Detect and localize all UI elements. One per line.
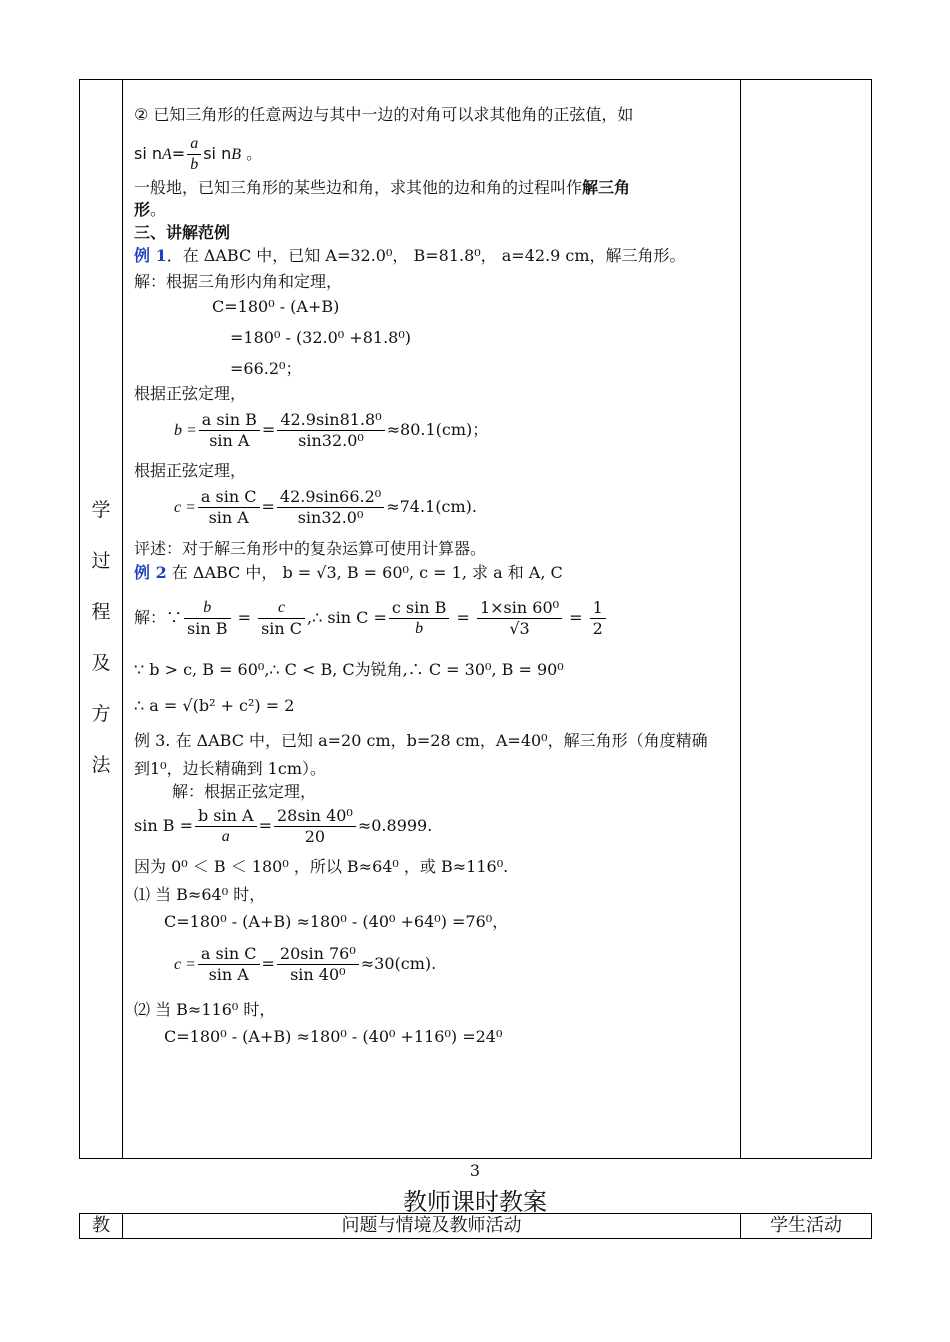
case-2-angle: C=180⁰ - (A+B) ≈180⁰ - (40⁰ +116⁰) =24⁰	[164, 1027, 503, 1046]
side-label-char: 方	[91, 703, 111, 725]
fraction-denominator: sin B	[187, 619, 228, 638]
equation-lhs: sin B =	[134, 816, 193, 835]
side-label-char: 过	[91, 550, 111, 572]
equation-result: ≈0.8999.	[357, 816, 433, 835]
fraction-denominator: sin C	[261, 619, 303, 638]
page-number: 3	[469, 1161, 481, 1180]
definition-text: 一般地，已知三角形的某些边和角，求其他的边和角的过程叫作	[134, 178, 583, 197]
formula-text: si n	[134, 144, 163, 163]
fraction	[274, 806, 356, 847]
fraction-denominator: 20	[304, 827, 326, 846]
fraction	[277, 944, 359, 985]
equation-lhs: b =	[174, 422, 197, 439]
example-2-solution: 解：∵ $\frac{b}{\text{sin B}}$ = $\frac{c}{\text{sin C}}$ ,∴ sin C = $\frac{\text{c sin B}}{b}$ = $\frac{\text{1×sin 60⁰}}{√3}$ = $\frac{1}{2}$	[134, 598, 608, 639]
fraction	[184, 598, 230, 639]
fraction-denominator: sin32.0⁰	[297, 508, 364, 527]
side-label-char: 及	[91, 652, 111, 674]
side-label-char: 程	[91, 601, 111, 623]
case-1-heading: ⑴ 当 B≈64⁰ 时，	[134, 885, 266, 904]
example-1-solution: 解：根据三角形内角和定理，	[134, 272, 343, 291]
case-1-side: c = $\frac{\text{a sin C}}{\text{sin A}}$ = $\frac{\text{20sin 76⁰}}{\text{sin 40⁰}}$ ≈30(cm).	[174, 944, 437, 984]
formula-var: B	[231, 146, 241, 163]
table-divider-left	[122, 79, 123, 1159]
equation-result: ≈30(cm).	[360, 954, 437, 973]
fraction	[258, 598, 305, 639]
fraction-numerator: a	[187, 134, 201, 155]
example-3-solution: 解：根据正弦定理，	[172, 782, 317, 801]
equation-line: =66.2⁰；	[230, 359, 302, 378]
equation-c: c = $\frac{\text{a sin C}}{\text{sin A}}$ = $\frac{\text{42.9sin66.2⁰}}{\text{sin32.0⁰}}$ ≈74.1(cm).	[174, 487, 477, 527]
example-3-statement: 例 3. 在 ΔABC 中，已知 a=20 cm，b=28 cm，A=40⁰，解三角形（角度精确	[134, 731, 708, 750]
case-1-angle: C=180⁰ - (A+B) ≈180⁰ - (40⁰ +64⁰) =76⁰，	[164, 912, 509, 931]
equation-line: =180⁰ - (32.0⁰ +81.8⁰)	[230, 328, 411, 347]
fraction-numerator: 1	[590, 598, 606, 619]
angle-range-text: 因为 0⁰ ＜ B ＜ 180⁰ ，所以 B≈64⁰ ，或 B≈116⁰.	[134, 857, 509, 876]
example-2-statement	[134, 563, 563, 583]
example-1-statement	[134, 246, 686, 266]
example-3-statement-cont: 到1⁰，边长精确到 1cm）。	[134, 759, 326, 778]
header-cell-student: 学生活动	[740, 1213, 872, 1239]
theorem-point-2: ② 已知三角形的任意两边与其中一边的对角可以求其他角的正弦值，如	[134, 105, 634, 124]
example-label: 例 1	[134, 246, 167, 265]
comment-text: 评述：对于解三角形中的复杂运算可使用计算器。	[134, 539, 487, 558]
equation-result: ≈74.1(cm).	[386, 497, 477, 516]
equation-lhs: c =	[174, 499, 196, 516]
sine-rule-text: 根据正弦定理，	[134, 461, 247, 480]
fraction-denominator: b	[415, 620, 424, 637]
solution-label: 解：∵	[134, 608, 183, 627]
equation-b: b = $\frac{\text{a sin B}}{\text{sin A}}$ = $\frac{\text{42.9sin81.8⁰}}{\text{sin32.0⁰}}$ ≈80.1(cm)；	[174, 410, 489, 450]
side-label-char: 学	[91, 499, 111, 521]
example-text: ．在 ΔABC 中，已知 A=32.0⁰， B=81.8⁰， a=42.9 cm，解三角形。	[166, 246, 686, 265]
example-label: 例 2	[134, 563, 167, 582]
header-cell-teach: 教	[79, 1213, 123, 1239]
definition-line-1	[134, 178, 630, 198]
fraction-numerator: 20sin 76⁰	[277, 944, 359, 965]
definition-line-2	[134, 200, 166, 220]
equation-result: ≈80.1(cm)；	[386, 420, 489, 439]
side-label-char: 法	[91, 754, 111, 776]
case-2-heading: ⑵ 当 B≈116⁰ 时，	[134, 1000, 276, 1019]
fraction-denominator: a	[221, 828, 230, 845]
formula-var: A	[162, 146, 172, 163]
fraction	[187, 134, 201, 175]
fraction-denominator: sin A	[208, 508, 249, 527]
fraction	[198, 487, 260, 528]
fraction-denominator: sin A	[209, 431, 250, 450]
equation-line: C=180⁰ - (A+B)	[212, 297, 340, 316]
fraction-numerator: a sin B	[199, 410, 260, 431]
example-2-line-3: ∴ a = √(b² + c²) = 2	[134, 696, 295, 715]
definition-end: 。	[150, 200, 167, 219]
table-divider-right	[740, 79, 741, 1159]
fraction-numerator: 42.9sin81.8⁰	[277, 410, 384, 431]
fraction-denominator: sin A	[208, 965, 249, 984]
section-heading: 三、讲解范例	[134, 223, 231, 242]
fraction	[277, 410, 384, 451]
formula-eq: =	[171, 144, 186, 163]
sine-rule-text: 根据正弦定理，	[134, 384, 247, 403]
formula-text: si n	[203, 144, 232, 163]
sine-example-formula	[134, 134, 262, 175]
fraction-denominator: sin 40⁰	[290, 965, 346, 984]
fraction-numerator: b	[184, 598, 230, 619]
fraction-numerator: 1×sin 60⁰	[477, 598, 562, 619]
example-text: 在 ΔABC 中， b = √3, B = 60⁰, c = 1, 求 a 和 A, C	[166, 563, 563, 582]
fraction-numerator: b sin A	[195, 806, 257, 827]
definition-term: 形	[134, 200, 151, 219]
fraction-denominator: sin32.0⁰	[298, 431, 364, 450]
fraction-denominator: b	[190, 156, 199, 173]
fraction-numerator: c	[258, 598, 305, 619]
fraction-numerator: 28sin 40⁰	[274, 806, 356, 827]
header-cell-activity: 问题与情境及教师活动	[122, 1213, 741, 1239]
formula-end: 。	[246, 144, 263, 163]
fraction-numerator: a sin C	[198, 944, 260, 965]
fraction-denominator: √3	[509, 619, 530, 638]
example-2-line-2: ∵ b > c, B = 60⁰,∴ C < B, C为锐角,∴ C = 30⁰, B = 90⁰	[134, 660, 564, 679]
fraction-numerator: a sin C	[198, 487, 260, 508]
fraction-denominator: 2	[592, 619, 603, 638]
definition-term: 解三角	[582, 178, 631, 197]
equation-mid: ,∴ sin C =	[307, 608, 387, 627]
fraction	[477, 598, 562, 639]
fraction	[590, 598, 606, 639]
next-page-title: 教师课时教案	[403, 1188, 547, 1216]
fraction-numerator: c sin B	[389, 598, 450, 619]
fraction	[389, 598, 450, 639]
fraction	[195, 806, 257, 847]
fraction	[198, 944, 260, 985]
fraction	[277, 487, 384, 528]
equation-sinB: sin B = $\frac{\text{b sin A}}{a}$ = $\frac{\text{28sin 40⁰}}{20}$ ≈0.8999.	[134, 806, 433, 846]
equation-lhs: c =	[174, 956, 196, 973]
fraction-numerator: 42.9sin66.2⁰	[277, 487, 384, 508]
fraction	[199, 410, 260, 451]
